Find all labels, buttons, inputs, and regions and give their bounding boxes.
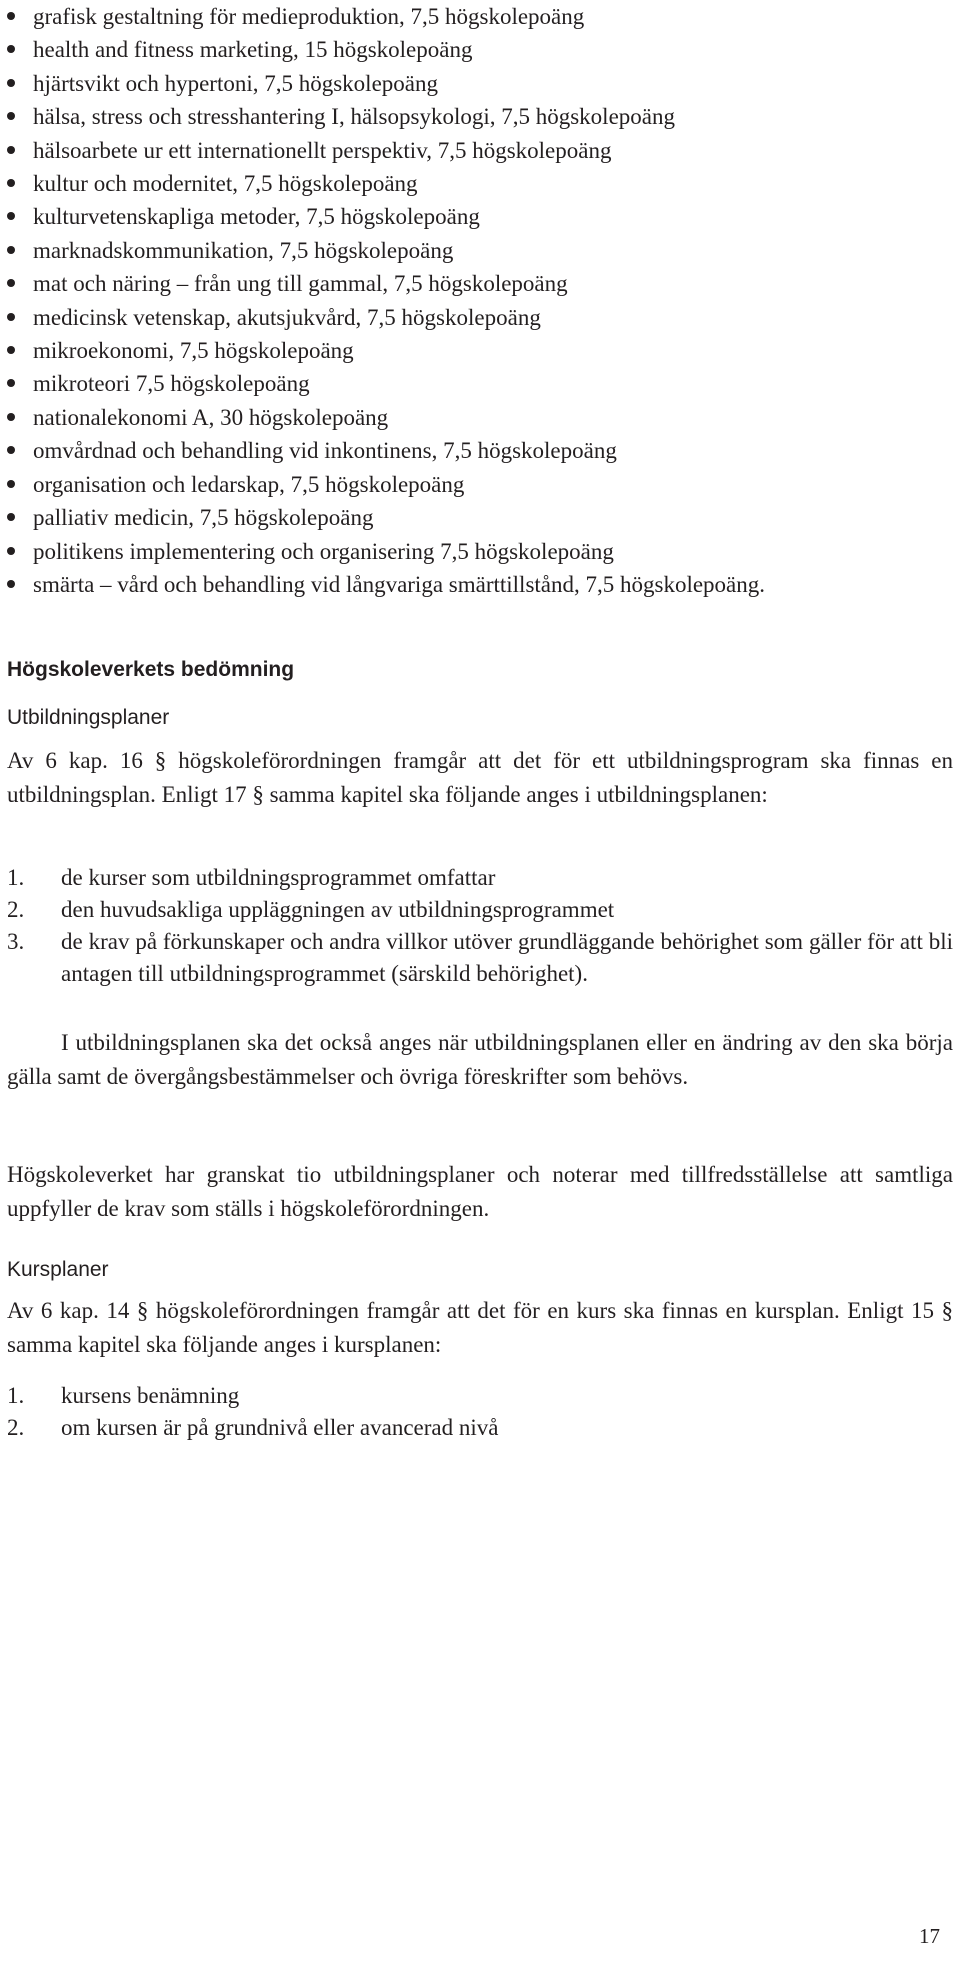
- list-item-text: nationalekonomi A, 30 högskolepoäng: [33, 404, 389, 430]
- list-number: 2.: [7, 1415, 25, 1440]
- course-bullet-list: [7, 0, 953, 601]
- bullet-icon: [7, 379, 15, 387]
- utbildningsplan-followup: I utbildningsplanen ska det också anges när utbildningsplanen eller en ändring av den ska börja gälla samt de övergångsbestämmelser och övriga föreskrifter som behövs.: [7, 1030, 953, 1089]
- list-item-text: mikroekonomi, 7,5 högskolepoäng: [33, 338, 354, 364]
- list-item: [7, 501, 953, 534]
- kursplan-intro: Av 6 kap. 14 § högskoleförordningen framgår att det för en kurs ska finnas en kursplan. Enligt 15 § samma kapitel ska följande anges i kursplanen:: [7, 1298, 953, 1357]
- list-item: [7, 234, 953, 267]
- list-item-text: health and fitness marketing, 15 högskolepoäng: [33, 37, 473, 63]
- list-number: 1.: [7, 1383, 25, 1408]
- list-item: [7, 67, 953, 100]
- bullet-icon: [7, 313, 15, 321]
- list-item: [7, 1412, 953, 1444]
- kursplan-requirements-list: [7, 1380, 953, 1444]
- list-item-text: politikens implementering och organisering 7,5 högskolepoäng: [33, 538, 614, 564]
- list-item: [7, 894, 953, 926]
- utbildningsplan-intro: Av 6 kap. 16 § högskoleförordningen framgår att det för ett utbildningsprogram ska finnas en utbildningsplan. Enligt 17 § samma kapitel ska följande anges i utbildningsplanen:: [7, 748, 953, 807]
- list-item: [7, 134, 953, 167]
- list-item: [7, 167, 953, 200]
- bullet-icon: [7, 112, 15, 120]
- list-item-text: palliativ medicin, 7,5 högskolepoäng: [33, 505, 374, 531]
- list-item: [7, 568, 953, 601]
- bullet-icon: [7, 279, 15, 287]
- bullet-icon: [7, 212, 15, 220]
- page-number: 17: [919, 1924, 940, 1948]
- list-item-text: hjärtsvikt och hypertoni, 7,5 högskolepoäng: [33, 70, 438, 96]
- list-item-text: grafisk gestaltning för medieproduktion, 7,5 högskolepoäng: [33, 4, 585, 29]
- list-item: [7, 468, 953, 501]
- list-number: 1.: [7, 865, 25, 890]
- bullet-icon: [7, 446, 15, 454]
- list-item-text: de krav på förkunskaper och andra villkor utöver grundläggande behörighet som gäller för att bli antagen till utbildningsprogrammet (särskild behörighet).: [61, 929, 953, 986]
- list-item: [7, 401, 953, 434]
- utbildningsplan-requirements-list: [7, 862, 953, 990]
- bullet-icon: [7, 12, 15, 20]
- bullet-icon: [7, 146, 15, 154]
- utbildningsplan-assessment: Högskoleverket har granskat tio utbildningsplaner och noterar med tillfredsställelse att samtliga uppfyller de krav som ställs i högskoleförordningen.: [7, 1162, 953, 1221]
- list-item: [7, 1380, 953, 1412]
- list-item-text: mikroteori 7,5 högskolepoäng: [33, 371, 310, 397]
- list-item: [7, 301, 953, 334]
- list-item-text: kultur och modernitet, 7,5 högskolepoäng: [33, 171, 418, 197]
- bullet-icon: [7, 547, 15, 555]
- list-item: [7, 862, 953, 894]
- list-number: 3.: [7, 929, 25, 954]
- list-item-text: organisation och ledarskap, 7,5 högskolepoäng: [33, 471, 465, 497]
- list-item: [7, 33, 953, 66]
- list-item: [7, 100, 953, 133]
- list-item-text: smärta – vård och behandling vid långvariga smärttillstånd, 7,5 högskolepoäng.: [33, 571, 766, 597]
- bullet-icon: [7, 246, 15, 254]
- list-item-text: mat och näring – från ung till gammal, 7,5 högskolepoäng: [33, 271, 568, 297]
- bullet-icon: [7, 580, 15, 588]
- list-item: [7, 535, 953, 568]
- list-item-text: hälsoarbete ur ett internationellt perspektiv, 7,5 högskolepoäng: [33, 137, 612, 163]
- bullet-icon: [7, 413, 15, 421]
- list-item-text: omvårdnad och behandling vid inkontinens, 7,5 högskolepoäng: [33, 438, 617, 464]
- list-item-text: marknadskommunikation, 7,5 högskolepoäng: [33, 237, 454, 263]
- list-item: [7, 434, 953, 467]
- list-item: [7, 200, 953, 233]
- list-item: [7, 267, 953, 300]
- list-item-text: kursens benämning: [61, 1383, 240, 1408]
- list-item-text: den huvudsakliga uppläggningen av utbildningsprogrammet: [61, 897, 615, 922]
- list-item: [7, 334, 953, 367]
- subheading-kursplaner: Kursplaner: [7, 1258, 109, 1281]
- subheading-utbildningsplaner: Utbildningsplaner: [7, 706, 170, 729]
- list-item: [7, 0, 953, 33]
- bullet-icon: [7, 45, 15, 53]
- list-item-text: kulturvetenskapliga metoder, 7,5 högskolepoäng: [33, 204, 480, 230]
- list-item: [7, 367, 953, 400]
- list-number: 2.: [7, 897, 25, 922]
- list-item: [7, 926, 953, 990]
- bullet-icon: [7, 513, 15, 521]
- bullet-icon: [7, 79, 15, 87]
- bullet-icon: [7, 346, 15, 354]
- list-item-text: de kurser som utbildningsprogrammet omfattar: [61, 865, 496, 890]
- bullet-icon: [7, 179, 15, 187]
- list-item-text: hälsa, stress och stresshantering I, hälsopsykologi, 7,5 högskolepoäng: [33, 104, 675, 130]
- section-heading-assessment: Högskoleverkets bedömning: [7, 658, 295, 681]
- bullet-icon: [7, 480, 15, 488]
- list-item-text: om kursen är på grundnivå eller avancerad nivå: [61, 1415, 499, 1440]
- list-item-text: medicinsk vetenskap, akutsjukvård, 7,5 högskolepoäng: [33, 304, 541, 330]
